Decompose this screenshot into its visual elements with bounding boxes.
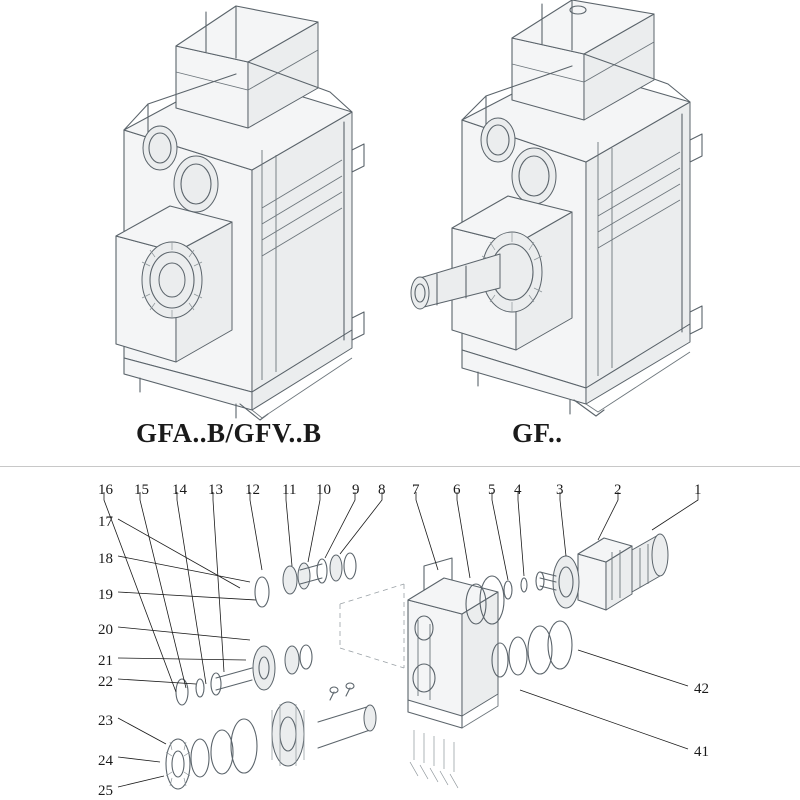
callout-top-2: 2	[614, 482, 622, 498]
callout-left-19: 19	[98, 587, 113, 603]
callout-top-15: 15	[134, 482, 149, 498]
callout-top-9: 9	[352, 482, 360, 498]
callout-top-11: 11	[282, 482, 297, 498]
callout-left-17: 17	[98, 514, 113, 530]
callout-top-4: 4	[514, 482, 522, 498]
callout-top-14: 14	[172, 482, 187, 498]
callout-top-16: 16	[98, 482, 113, 498]
caption-gfab-gfvb: GFA..B/GFV..B	[136, 418, 322, 448]
callout-top-5: 5	[488, 482, 496, 498]
callout-top-12: 12	[245, 482, 260, 498]
callout-top-1: 1	[694, 482, 702, 498]
callout-top-13: 13	[208, 482, 223, 498]
caption-gf: GF..	[512, 418, 563, 448]
callout-left-21: 21	[98, 653, 113, 669]
callout-left-23: 23	[98, 713, 113, 729]
callout-right-41: 41	[694, 744, 709, 760]
exploded-assembly-drawing	[104, 492, 698, 789]
callout-top-10: 10	[316, 482, 331, 498]
callout-top-7: 7	[412, 482, 420, 498]
callout-left-22: 22	[98, 674, 113, 690]
callout-top-3: 3	[556, 482, 564, 498]
callout-right-42: 42	[694, 681, 709, 697]
callout-top-8: 8	[378, 482, 386, 498]
callout-left-24: 24	[98, 753, 113, 769]
callout-left-20: 20	[98, 622, 113, 638]
callout-left-25: 25	[98, 783, 113, 799]
section-divider	[0, 466, 800, 467]
gearbox-gfab-gfvb-drawing	[116, 6, 364, 420]
callout-top-6: 6	[453, 482, 461, 498]
callout-left-18: 18	[98, 551, 113, 567]
gearbox-gf-drawing	[411, 0, 702, 416]
